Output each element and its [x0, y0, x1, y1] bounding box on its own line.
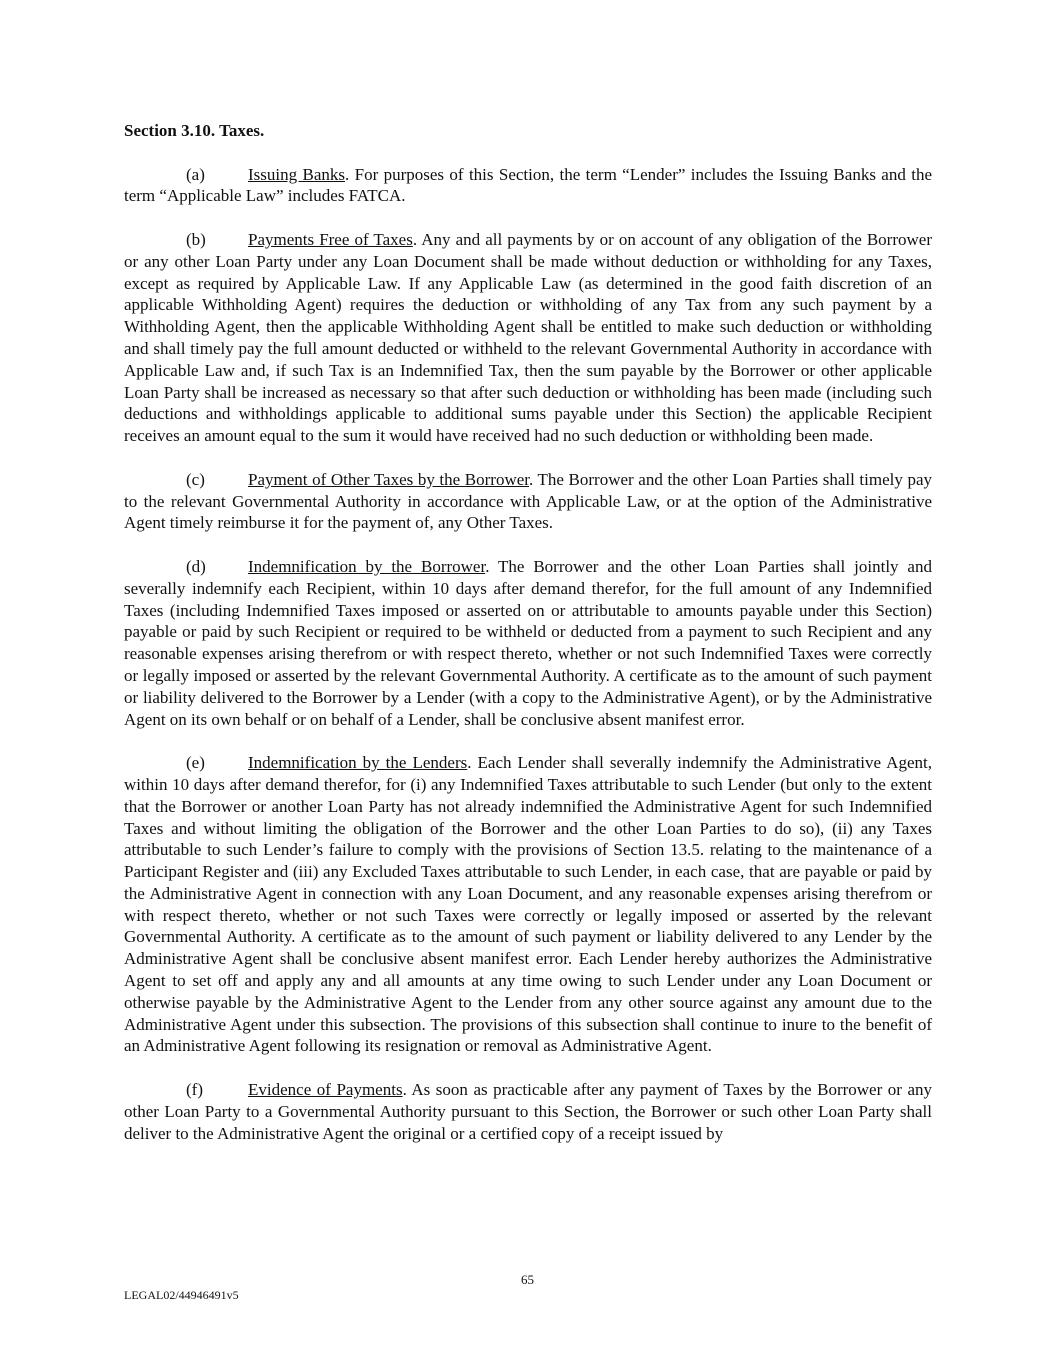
- paragraph-d: [124, 556, 932, 730]
- paragraph-f: [124, 1079, 932, 1144]
- paragraph-c: [124, 469, 932, 534]
- paragraph-text: . The Borrower and the other Loan Parties shall jointly and severally indemnify each Recipient, within 10 days after demand therefor, for the full amount of any Indemnified Taxes (including Indemnified Taxes imposed or asserted on or attributable to amounts payable under this Section) payable or paid by such Recipient or required to be withheld or deducted from a payment to such Recipient and any reasonable expenses arising therefrom or with respect thereto, whether or not such Indemnified Taxes were correctly or legally imposed or asserted by the relevant Governmental Authority. A certificate as to the amount of such payment or liability delivered to the Borrower by a Lender (with a copy to the Administrative Agent), or by the Administrative Agent on its own behalf or on behalf of a Lender, shall be conclusive absent manifest error.: [124, 556, 932, 729]
- paragraph-label: (e): [186, 753, 205, 773]
- section-heading: Section 3.10. Taxes.: [124, 121, 265, 140]
- paragraph-title: Indemnification by the Lenders: [248, 753, 468, 773]
- paragraph-title: Payment of Other Taxes by the Borrower: [248, 469, 529, 489]
- document-id: LEGAL02/44946491v5: [124, 1288, 239, 1302]
- paragraph-b: [124, 229, 932, 447]
- paragraph-label: (a): [186, 164, 205, 184]
- paragraph-title: Evidence of Payments: [248, 1080, 403, 1100]
- paragraph-text: . For purposes of this Section, the term “Lender” includes the Issuing Banks and the term “Applicable Law” includes FATCA.: [124, 164, 932, 206]
- paragraph-e: [124, 752, 932, 1057]
- paragraph-label: (d): [186, 556, 206, 576]
- paragraph-text: . Each Lender shall severally indemnify the Administrative Agent, within 10 days after demand therefor, for (i) any Indemnified Taxes attributable to such Lender (but only to the extent that the Borrower or another Loan Party has not already indemnified the Administrative Agent for such Indemnified Taxes and without limiting the obligation of the Borrower and the other Loan Parties to do so), (ii) any Taxes attributable to such Lender’s failure to comply with the provisions of Section 13.5. relating to the maintenance of a Participant Register and (iii) any Excluded Taxes attributable to such Lender, in each case, that are payable or paid by the Administrative Agent in connection with any Loan Document, and any reasonable expenses arising therefrom or with respect thereto, whether or not such Taxes were correctly or legally imposed or asserted by the relevant Governmental Authority. A certificate as to the amount of such payment or liability delivered to any Lender by the Administrative Agent shall be conclusive absent manifest error. Each Lender hereby authorizes the Administrative Agent to set off and apply any and all amounts at any time owing to such Lender under any Loan Document or otherwise payable by the Administrative Agent to the Lender from any other source against any amount due to the Administrative Agent under this subsection. The provisions of this subsection shall continue to inure to the benefit of an Administrative Agent following its resignation or removal as Administrative Agent.: [124, 753, 932, 1056]
- paragraph-title: Issuing Banks: [248, 164, 345, 184]
- document-page: [124, 120, 932, 1166]
- paragraph-label: (f): [186, 1080, 203, 1100]
- paragraph-label: (c): [186, 469, 205, 489]
- paragraph-label: (b): [186, 229, 206, 249]
- paragraph-text: . Any and all payments by or on account of any obligation of the Borrower or any other Loan Party under any Loan Document shall be made without deduction or withholding for any Taxes, except as required by Applicable Law. If any Applicable Law (as determined in the good faith discretion of an applicable Withholding Agent) requires the deduction or withholding of any Tax from any such payment by a Withholding Agent, then the applicable Withholding Agent shall be entitled to make such deduction or withholding and shall timely pay the full amount deducted or withheld to the relevant Governmental Authority in accordance with Applicable Law and, if such Tax is an Indemnified Tax, then the sum payable by the Borrower or other applicable Loan Party shall be increased as necessary so that after such deduction or withholding has been made (including such deductions and withholdings applicable to additional sums payable under this Section) the applicable Recipient receives an amount equal to the sum it would have received had no such deduction or withholding been made.: [124, 229, 932, 446]
- paragraph-text: . The Borrower and the other Loan Parties shall timely pay to the relevant Governmental Authority in accordance with Applicable Law, or at the option of the Administrative Agent timely reimburse it for the payment of, any Other Taxes.: [124, 469, 932, 533]
- paragraph-a: [124, 164, 932, 208]
- paragraph-title: Indemnification by the Borrower: [248, 556, 486, 576]
- paragraph-text: . As soon as practicable after any payment of Taxes by the Borrower or any other Loan Party to a Governmental Authority pursuant to this Section, the Borrower or such other Loan Party shall deliver to the Administrative Agent the original or a certified copy of a receipt issued by: [124, 1080, 932, 1143]
- paragraph-title: Payments Free of Taxes: [248, 229, 413, 249]
- page-number: 65: [521, 1272, 534, 1287]
